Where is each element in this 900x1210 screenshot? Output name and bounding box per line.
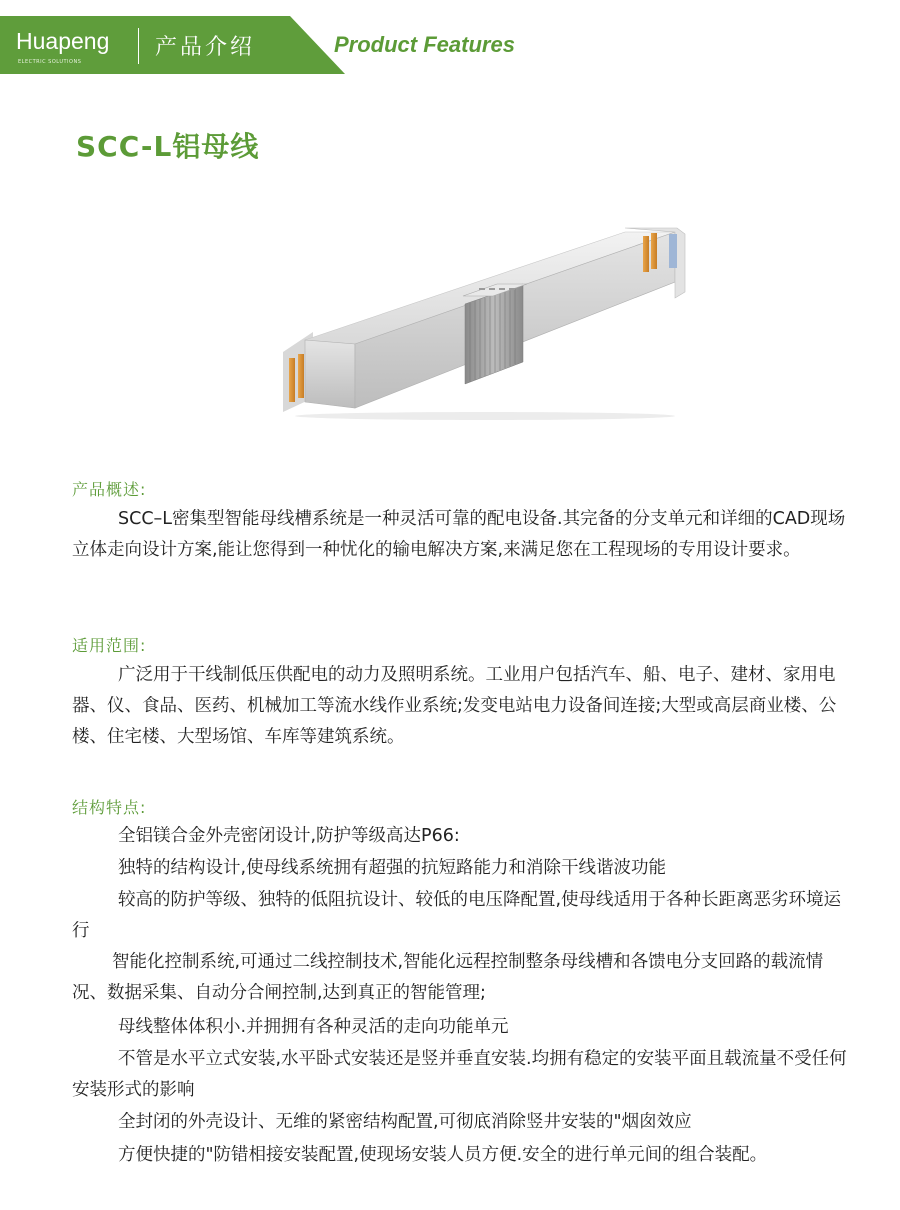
brand-logo: Huapeng: [16, 28, 110, 54]
scope-text: 广泛用于干线制低压供配电的动力及照明系统。工业用户包括汽车、船、电子、建材、家用电器、仪、食品、医药、机械加工等流水线作业系统;发变电站电力设备间连接;大型或高层商业楼、公楼、住宅楼、大型场馆、车库等建筑系统。: [72, 665, 837, 747]
structure-item: 独特的结构设计,使母线系统拥有超强的抗短路能力和消除干线谐波功能: [118, 858, 667, 878]
section-title-en: Product Features: [334, 32, 515, 57]
section-title-cn: 产品介绍: [155, 35, 256, 60]
structure-heading: 结构特点:: [72, 798, 147, 817]
structure-item: 全铝镁合金外壳密闭设计,防护等级高达P66:: [118, 826, 460, 846]
structure-item: 较高的防护等级、独特的低阻抗设计、较低的电压降配置,使母线适用于各种长距离恶劣环境运行: [72, 890, 842, 941]
structure-item: 方便快捷的"防错相接安装配置,使现场安装人员方便.安全的进行单元间的组合装配。: [118, 1145, 768, 1165]
brand-logo-subtitle: ELECTRIC SOLUTIONS: [18, 59, 82, 65]
overview-heading: 产品概述:: [72, 480, 147, 499]
structure-item: 智能化控制系统,可通过二线控制技术,智能化远程控制整条母线槽和各馈电分支回路的载流情况、数据采集、自动分合闸控制,达到真正的智能管理;: [72, 952, 824, 1003]
scope-heading: 适用范围:: [72, 636, 147, 655]
header-divider: [138, 28, 139, 64]
structure-item: 母线整体体积小.并拥拥有各种灵活的走向功能单元: [118, 1017, 509, 1037]
overview-text: SCC–L密集型智能母线槽系统是一种灵活可靠的配电设备.其完备的分支单元和详细的CAD现场立体走向设计方案,能让您得到一种忧化的输电解决方案,来满足您在工程现场的专用设计要求。: [72, 509, 846, 560]
structure-item: 全封闭的外壳设计、无维的紧密结构配置,可彻底消除竖井安装的"烟囱效应: [118, 1112, 692, 1132]
product-title: SCC-L铝母线: [76, 130, 260, 163]
structure-item: 不管是水平立式安装,水平卧式安装还是竖并垂直安装.均拥有稳定的安装平面且载流量不受任何安装形式的影响: [72, 1049, 847, 1100]
busbar-product-image: [265, 212, 705, 422]
